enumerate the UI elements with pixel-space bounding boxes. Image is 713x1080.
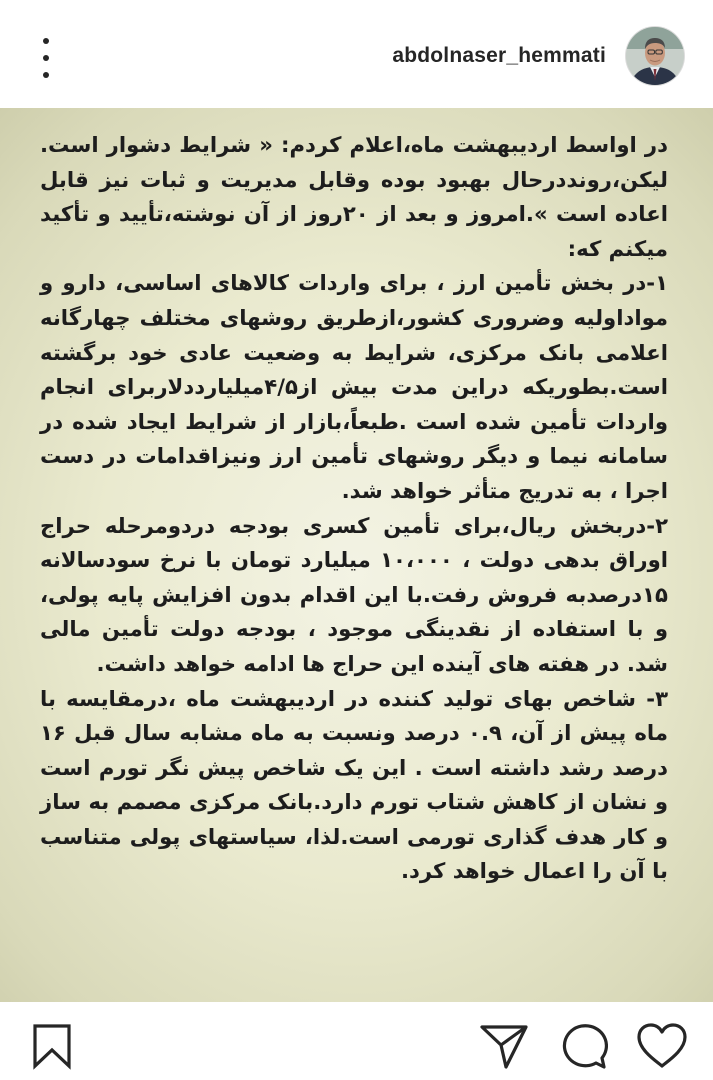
avatar[interactable] — [626, 27, 684, 85]
share-button[interactable] — [478, 1022, 530, 1070]
post-header — [0, 0, 713, 108]
comment-button[interactable] — [558, 1022, 608, 1070]
menu-dot — [43, 55, 49, 61]
menu-dot — [43, 38, 49, 44]
bookmark-button[interactable] — [30, 1022, 74, 1070]
bookmark-icon — [30, 1022, 74, 1070]
avatar-portrait — [626, 27, 684, 85]
menu-dot — [43, 72, 49, 78]
more-options-icon[interactable] — [34, 38, 58, 78]
post-image[interactable] — [0, 108, 713, 1002]
heart-icon — [636, 1022, 688, 1070]
like-button[interactable] — [636, 1022, 688, 1070]
comment-icon — [558, 1022, 608, 1070]
username-link[interactable]: abdolnaser_hemmati — [392, 44, 606, 67]
share-icon — [478, 1022, 530, 1070]
post-actions-bar — [0, 1002, 713, 1080]
post-text: در اواسط اردیبهشت ماه،اعلام کردم: « شرایط دشوار است. لیکن،رونددرحال بهبود بوده وقابل مدیریت و ثبات نیز قابل اعاده است ».امروز و بعد از ۲۰روز از آن نوشته،تأیید و تأکید میکنم که: ۱-در بخش تأمین ارز ، برای واردات کالاهای اساسی، دارو و مواداولیه وضروری کشور،ازطریق روشهای مختلف چهارگانه اعلامی بانک مرکزی، شرایط به وضعیت عادی خود برگشته است.بطوریکه دراین مدت بیش از۴/۵میلیارددلاربرای انجام واردات تأمین شده است .طبعاً،بازار از شرایط ایجاد شده در سامانه نیما و دیگر روشهای تأمین ارز ونیزاقدامات در دست اجرا ، به تدریج متأثر خواهد شد. ۲-دربخش ریال،برای تأمین کسری بودجه دردومرحله حراج اوراق بدهی دولت ، ۱۰،۰۰۰ میلیارد تومان با نرخ سودسالانه ۱۵درصدبه فروش رفت.با این اقدام بدون افزایش پایه پولی، و با استفاده از نقدینگی موجود ، بودجه دولت تأمین مالی شد. در هفته های آینده این حراج ها ادامه خواهد داشت. ۳- شاخص بهای تولید کننده در اردیبهشت ماه ،درمقایسه با ماه پیش از آن، ۰.۹ درصد ونسبت به ماه مشابه سال قبل ۱۶ درصد رشد داشته است . این یک شاخص پیش نگر تورم است و نشان از کاهش شتاب تورم دارد.بانک مرکزی مصمم به ساز و کار هدف گذاری تورمی است.لذا، سیاستهای پولی متناسب با آن را اعمال خواهد کرد. — [40, 132, 669, 884]
